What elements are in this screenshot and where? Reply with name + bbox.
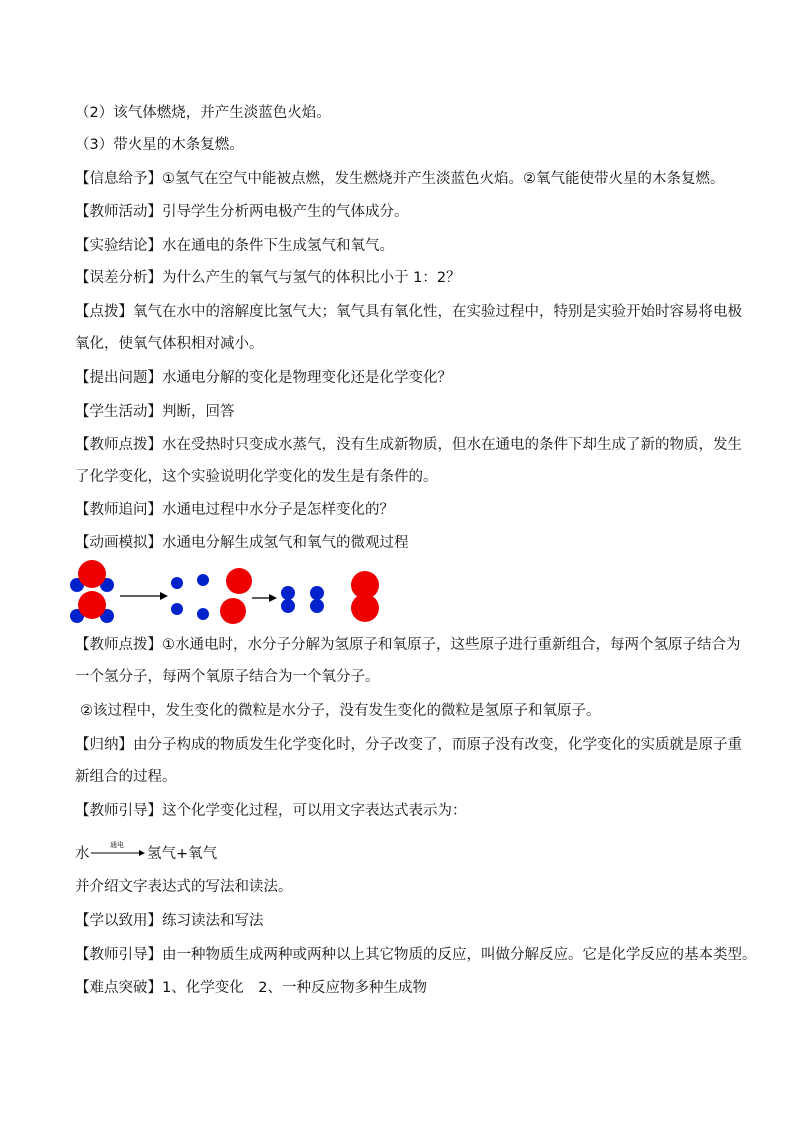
word-equation — [75, 838, 235, 864]
text-line-10: 【学生活动】判断，回答 — [75, 404, 235, 420]
equation-reactant: 水 — [75, 846, 90, 862]
text-line-18: 【归纳】由分子构成的物质发生化学变化时，分子改变了，而原子没有改变，化学变化的实质就是原子重 — [75, 737, 742, 753]
arrow-1 — [120, 592, 168, 600]
text-line-24: 【难点突破】1、化学变化 2、一种反应物多种生成物 — [75, 980, 427, 996]
hydrogen-atom — [310, 586, 324, 600]
text-line-19: 新组合的过程。 — [75, 769, 177, 785]
text-line-13: 【教师追问】水通电过程中水分子是怎样变化的？ — [75, 502, 394, 518]
text-line-1: （2）该气体燃烧，并产生淡蓝色火焰。 — [75, 105, 331, 121]
text-line-5: 【实验结论】水在通电的条件下生成氢气和氧气。 — [75, 238, 394, 254]
text-line-7: 【点拨】氧气在水中的溶解度比氢气大；氧气具有氧化性，在实验过程中，特别是实验开始时容易将电极 — [75, 304, 742, 320]
hydrogen-atom — [171, 603, 183, 615]
arrow-2 — [252, 594, 277, 602]
hydrogen-atom — [171, 577, 183, 589]
oxygen-atom — [351, 594, 379, 622]
text-line-3: 【信息给予】①氢气在空气中能被点燃，发生燃烧并产生淡蓝色火焰。②氧气能使带火星的木条复燃。 — [75, 171, 725, 187]
hydrogen-atom — [197, 574, 209, 586]
text-line-2: （3）带火星的木条复燃。 — [75, 137, 244, 153]
water-molecule-group — [70, 560, 114, 623]
text-line-14: 【动画模拟】水通电分解生成氢气和氧气的微观过程 — [75, 535, 409, 551]
separated-atoms-group — [171, 568, 252, 624]
hydrogen-atom — [281, 599, 295, 613]
text-line-16: 一个氢分子，每两个氧原子结合为一个氧分子。 — [75, 669, 380, 685]
text-line-11: 【教师点拨】水在受热时只变成水蒸气，没有生成新物质，但水在通电的条件下却生成了新的物质，发生 — [75, 437, 742, 453]
hydrogen-atom — [281, 586, 295, 600]
hydrogen-atom — [310, 599, 324, 613]
product-molecules-group — [281, 571, 379, 622]
text-line-6: 【误差分析】为什么产生的氧气与氢气的体积比小于 1：2？ — [75, 270, 461, 286]
text-line-12: 了化学变化，这个实验说明化学变化的发生是有条件的。 — [75, 469, 438, 485]
text-line-4: 【教师活动】引导学生分析两电极产生的气体成分。 — [75, 204, 409, 220]
water-electrolysis-diagram — [66, 560, 396, 628]
text-line-9: 【提出问题】水通电分解的变化是物理变化还是化学变化？ — [75, 370, 452, 386]
oxygen-atom — [78, 560, 106, 588]
text-line-23: 【教师引导】由一种物质生成两种或两种以上其它物质的反应，叫做分解反应。它是化学反应的基本类型。 — [75, 947, 757, 963]
oxygen-atom — [78, 591, 106, 619]
equation-products: 氢气+氧气 — [147, 846, 218, 862]
equation-condition: 通电 — [110, 841, 124, 849]
equation-arrow — [91, 850, 145, 856]
text-line-15: 【教师点拨】①水通电时，水分子分解为氢原子和氧原子，这些原子进行重新组合，每两个氢原子结合为 — [75, 637, 741, 653]
text-line-20: 【教师引导】这个化学变化过程，可以用文字表达式表示为： — [75, 803, 467, 819]
oxygen-atom — [226, 568, 252, 594]
text-line-8: 氧化，使氧气体积相对减小。 — [75, 336, 264, 352]
oxygen-atom — [220, 598, 246, 624]
text-line-22: 【学以致用】练习读法和写法 — [75, 913, 264, 929]
hydrogen-atom — [197, 608, 209, 620]
text-line-21: 并介绍文字表达式的写法和读法。 — [75, 879, 293, 895]
text-line-17: ②该过程中，发生变化的微粒是水分子，没有发生变化的微粒是氢原子和氧原子。 — [80, 703, 601, 719]
